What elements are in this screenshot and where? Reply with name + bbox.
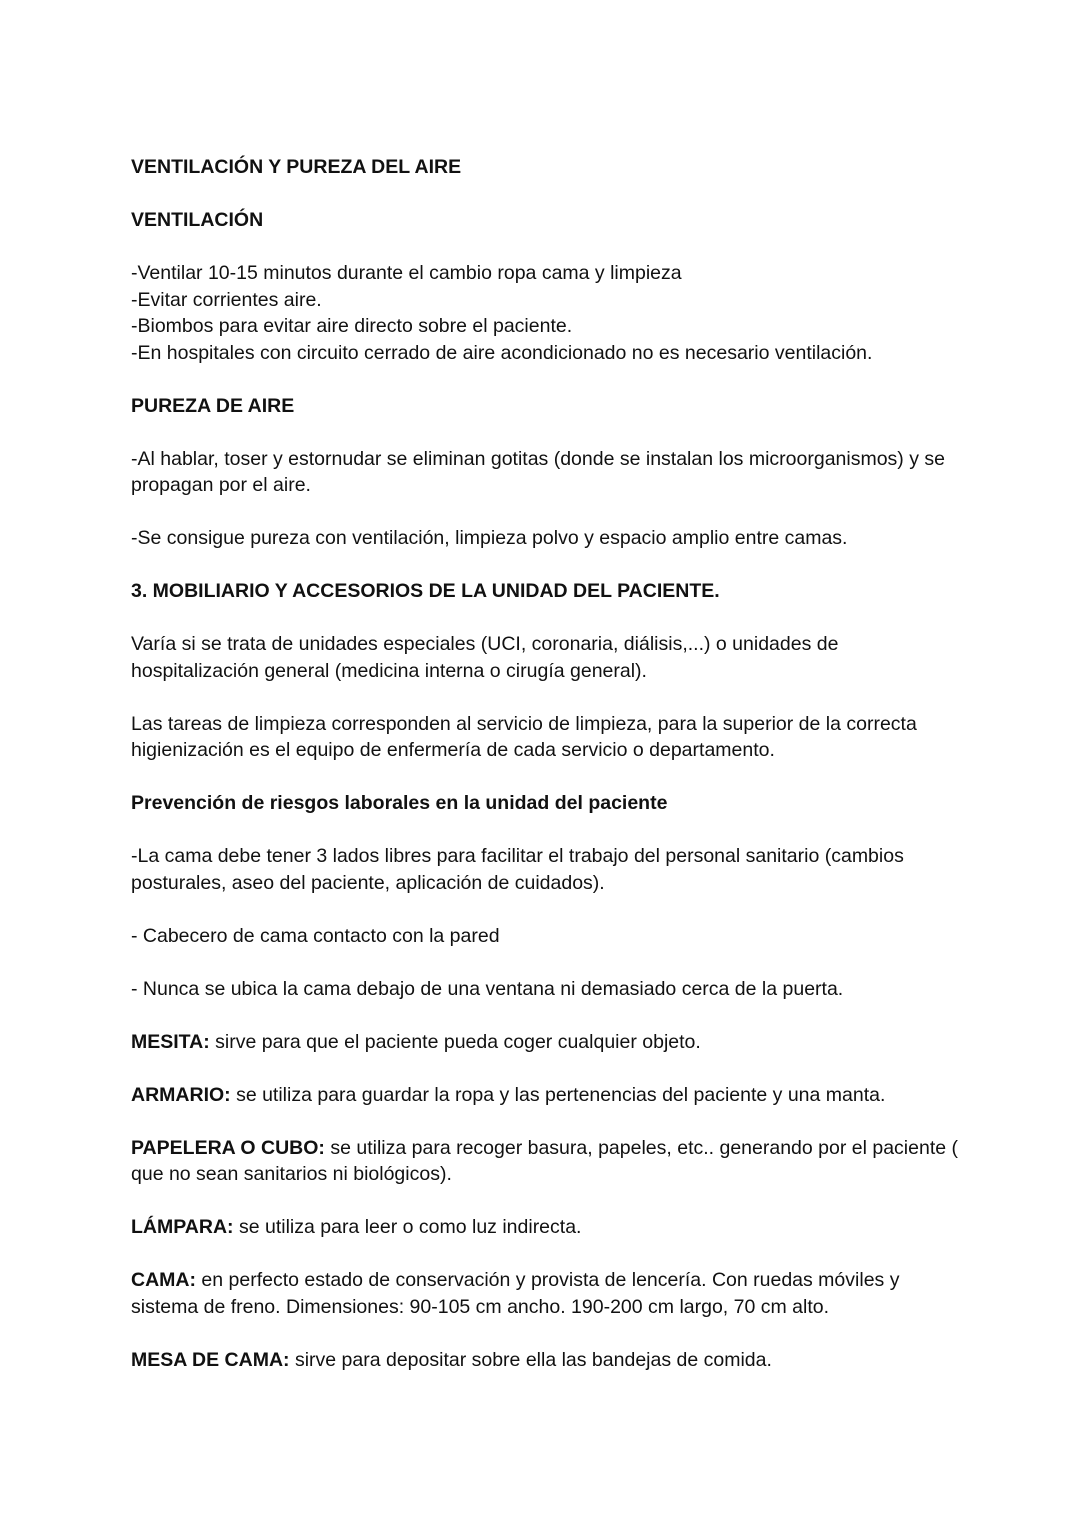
- spacer: [131, 234, 961, 261]
- furniture-item-mesa-de-cama: [131, 1347, 961, 1374]
- section-heading-prevencion: Prevención de riesgos laborales en la unidad del paciente: [131, 792, 668, 814]
- prevencion-paragraph: - Nunca se ubica la cama debajo de una ventana ni demasiado cerca de la puerta.: [131, 977, 844, 1000]
- spacer: [131, 1188, 961, 1215]
- spacer: [131, 817, 961, 844]
- ventilacion-line: -Evitar corrientes aire.: [131, 288, 322, 311]
- furniture-term: LÁMPARA:: [131, 1216, 234, 1238]
- spacer: [131, 499, 961, 526]
- furniture-term: CAMA:: [131, 1269, 196, 1291]
- prevencion-paragraph: -La cama debe tener 3 lados libres para facilitar el trabajo del personal sanitario (cambios posturales, aseo del paciente, aplicación de cuidados).: [131, 845, 904, 894]
- furniture-item-cama: [131, 1267, 961, 1320]
- furniture-description: sirve para que el paciente pueda coger cualquier objeto.: [209, 1030, 701, 1053]
- spacer: [131, 949, 961, 976]
- pureza-paragraph: -Se consigue pureza con ventilación, limpieza polvo y espacio amplio entre camas.: [131, 527, 848, 549]
- furniture-item-mesita: [131, 1029, 961, 1056]
- spacer: [131, 1055, 961, 1082]
- spacer: [131, 1241, 961, 1268]
- spacer: [131, 764, 961, 791]
- spacer: [131, 1320, 961, 1347]
- spacer: [131, 1002, 961, 1029]
- furniture-description: en perfecto estado de conservación y provista de lencería. Con ruedas móviles y sistema de freno. Dimensiones: 90-105 cm ancho. 190-200 cm largo, 70 cm alto.: [131, 1269, 900, 1318]
- section-heading-ventilacion: VENTILACIÓN: [131, 209, 264, 231]
- furniture-term: MESA DE CAMA:: [131, 1348, 290, 1371]
- spacer: [131, 552, 961, 579]
- spacer: [131, 1108, 961, 1135]
- prevencion-paragraph: - Cabecero de cama contacto con la pared: [131, 924, 500, 947]
- spacer: [131, 896, 961, 923]
- furniture-term: ARMARIO:: [131, 1083, 231, 1106]
- spacer: [131, 684, 961, 711]
- spacer: [131, 419, 961, 446]
- section-heading-pureza: PUREZA DE AIRE: [131, 394, 295, 417]
- ventilacion-line: -Biombos para evitar aire directo sobre el paciente.: [131, 315, 573, 337]
- ventilacion-line: -En hospitales con circuito cerrado de aire acondicionado no es necesario ventilación.: [131, 341, 873, 364]
- spacer: [131, 366, 961, 393]
- furniture-item-armario: [131, 1082, 961, 1109]
- mobiliario-paragraph: Varía si se trata de unidades especiales (UCI, coronaria, diálisis,...) o unidades de hospitalización general (medicina interna o cirugía general).: [131, 633, 839, 682]
- spacer: [131, 181, 961, 208]
- spacer: [131, 605, 961, 632]
- ventilacion-line: -Ventilar 10-15 minutos durante el cambio ropa cama y limpieza: [131, 262, 682, 284]
- document-title: VENTILACIÓN Y PUREZA DEL AIRE: [131, 156, 462, 178]
- furniture-description: se utiliza para recoger basura, papeles, etc.. generando por el paciente ( que no sean sanitarios ni biológicos).: [131, 1136, 958, 1185]
- furniture-item-papelera: [131, 1135, 961, 1188]
- furniture-item-lampara: [131, 1214, 961, 1241]
- section-heading-mobiliario: 3. MOBILIARIO Y ACCESORIOS DE LA UNIDAD DEL PACIENTE.: [131, 580, 720, 602]
- furniture-description: se utiliza para guardar la ropa y las pertenencias del paciente y una manta.: [230, 1083, 886, 1106]
- furniture-description: sirve para depositar sobre ella las bandejas de comida.: [289, 1348, 772, 1371]
- furniture-term: PAPELERA O CUBO:: [131, 1136, 325, 1159]
- document-page: [131, 154, 961, 1373]
- furniture-term: MESITA:: [131, 1030, 210, 1053]
- furniture-description: se utiliza para leer o como luz indirecta.: [233, 1216, 582, 1238]
- mobiliario-paragraph: Las tareas de limpieza corresponden al servicio de limpieza, para la superior de la correcta higienización es el equipo de enfermería de cada servicio o departamento.: [131, 712, 917, 761]
- pureza-paragraph: -Al hablar, toser y estornudar se eliminan gotitas (donde se instalan los microorganismos) y se propagan por el aire.: [131, 447, 945, 496]
